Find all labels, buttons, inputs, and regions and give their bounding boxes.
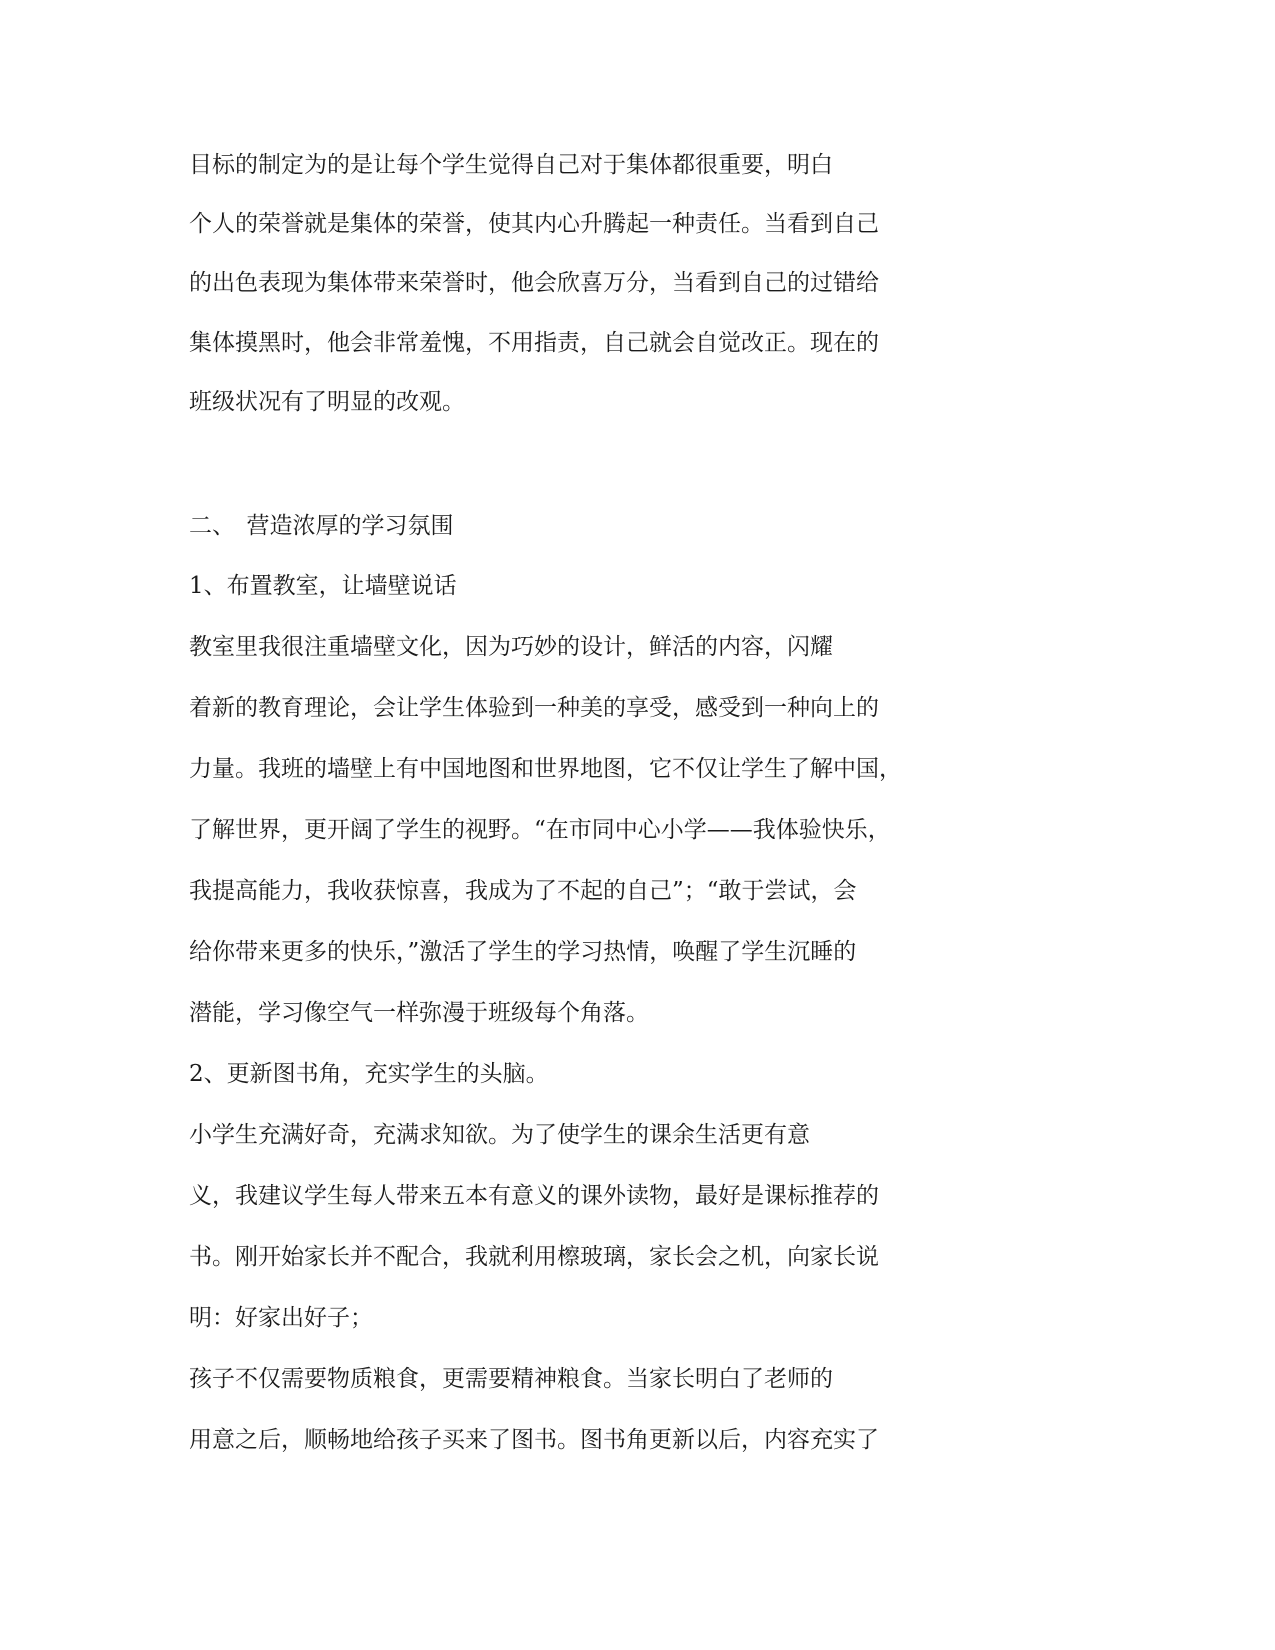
paragraph-line: 用意之后，顺畅地给孩子买来了图书。图书角更新以后，内容充实了 <box>189 1427 879 1453</box>
paragraph-line: 明：好家出好子； <box>189 1305 373 1331</box>
section-heading: 二、 营造浓厚的学习氛围 <box>189 513 454 539</box>
paragraph-line: 书。刚开始家长并不配合，我就利用檫玻璃，家长会之机，向家长说 <box>189 1244 879 1270</box>
paragraph-line: 给你带来更多的快乐，”激活了学生的学习热情，唤醒了学生沉睡的 <box>189 939 857 965</box>
paragraph-line: 小学生充满好奇，充满求知欲。为了使学生的课余生活更有意 <box>189 1122 810 1148</box>
subsection-heading: 1、布置教室，让墙壁说话 <box>189 573 457 599</box>
paragraph-line: 目标的制定为的是让每个学生觉得自己对于集体都很重要，明白 <box>189 152 833 178</box>
paragraph-line: 力量。我班的墙壁上有中国地图和世界地图，它不仅让学生了解中国， <box>189 756 902 782</box>
paragraph-line: 个人的荣誉就是集体的荣誉，使其内心升腾起一种责任。当看到自己 <box>189 211 879 237</box>
paragraph-line: 的出色表现为集体带来荣誉时，他会欣喜万分，当看到自己的过错给 <box>189 270 879 296</box>
paragraph-line: 教室里我很注重墙壁文化，因为巧妙的设计，鲜活的内容，闪耀 <box>189 634 833 660</box>
paragraph-line: 了解世界，更开阔了学生的视野。“在市同中心小学——我体验快乐， <box>189 817 891 843</box>
paragraph-line: 我提高能力，我收获惊喜，我成为了不起的自己”；“敢于尝试，会 <box>189 878 857 904</box>
subsection-heading: 2、更新图书角，充实学生的头脑。 <box>189 1061 549 1087</box>
paragraph-line: 孩子不仅需要物质粮食，更需要精神粮食。当家长明白了老师的 <box>189 1366 833 1392</box>
paragraph-line: 集体摸黑时，他会非常羞愧，不用指责，自己就会自觉改正。现在的 <box>189 330 879 356</box>
paragraph-line: 班级状况有了明显的改观。 <box>189 389 465 415</box>
paragraph-line: 着新的教育理论，会让学生体验到一种美的享受，感受到一种向上的 <box>189 695 879 721</box>
paragraph-line: 潜能，学习像空气一样弥漫于班级每个角落。 <box>189 1000 649 1026</box>
paragraph-line: 义，我建议学生每人带来五本有意义的课外读物，最好是课标推荐的 <box>189 1183 879 1209</box>
